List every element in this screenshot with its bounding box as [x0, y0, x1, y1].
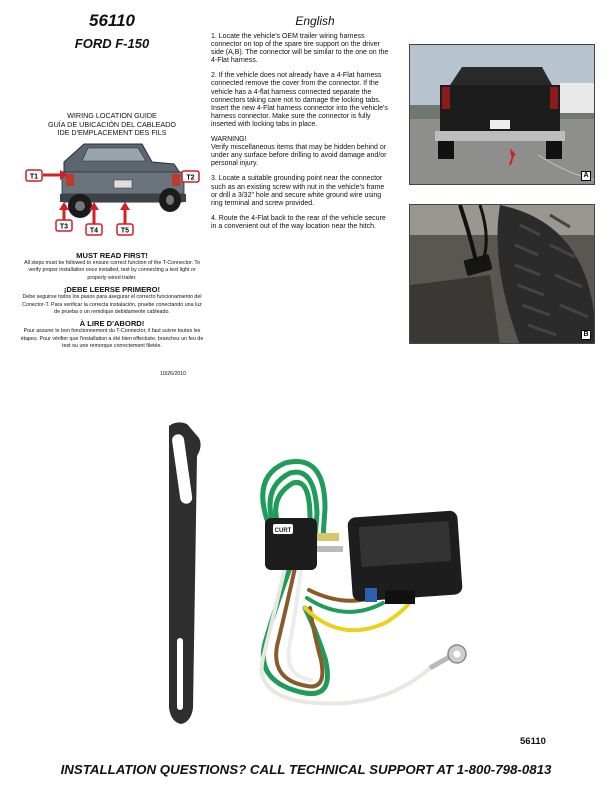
callout-t5	[117, 202, 133, 235]
svg-text:T3: T3	[59, 223, 69, 231]
svg-text:T4: T4	[89, 227, 99, 235]
truck-illustration	[24, 132, 202, 242]
product-code: 56110	[520, 736, 546, 747]
wiring-title-fr: IDE D'EMPLACEMENT DES FILS	[57, 128, 167, 138]
wiring-title-es: GUÍA DE UBICACIÓN DEL CABLEADO	[48, 119, 176, 129]
four-flat-connector	[265, 518, 343, 570]
svg-text:T5: T5	[120, 227, 130, 235]
document-date: 10/26/2010	[160, 371, 186, 377]
notice-block	[20, 248, 204, 351]
photo-b-connector-location	[409, 204, 595, 344]
step-2: 2. If the vehicle does not already have a 4-Flat harness connected remove the cover from the connector. If the vehicle has a 4-flat harness connected separate the connectors taking care not to damage the locking tabs. Insert the new 4-Flat harness connector into the vehicle's harness connector. Make sure the connector is fully inserted with locking tabs in place.	[211, 72, 388, 128]
technical-support-footer: INSTALLATION QUESTIONS? CALL TECHNICAL SUPPORT AT 1-800-798-0813	[60, 762, 552, 777]
vehicle-title: FORD F-150	[74, 36, 150, 51]
photo-a-label: A	[581, 171, 591, 181]
t-connector-product-image	[155, 418, 470, 738]
notice-text-fr: Pour assurer le bon fonctionnement du T-Connector, il faut suivre toutes les étapes. Pour vérifier que l'installation a été bien effectuée, branchez un feu de test ou une remorque correctement filetée.	[20, 328, 204, 350]
language-heading: English	[295, 14, 335, 28]
notice-text-en: All steps must be followed to ensure correct function of the T-Connector. To verify proper installation once installed, test by connecting a test light or properly wired trailer.	[24, 260, 200, 281]
warning-text: Verify miscellaneous items that may be hidden behind or under any surface before drilling to avoid damage and/or personal injury.	[211, 144, 387, 168]
part-number: 56110	[88, 11, 135, 30]
ring-terminal	[430, 645, 466, 668]
notice-heading-en: MUST READ FIRST!	[76, 251, 148, 260]
notice-heading-es: ¡DEBE LEERSE PRIMERO!	[63, 285, 161, 295]
mounting-bracket	[169, 422, 201, 724]
warning	[211, 136, 389, 168]
instruction-steps	[211, 33, 389, 238]
step-4: 4. Route the 4-Flat back to the rear of the vehicle secure in a convenient out of the way location near the hitch.	[211, 214, 386, 230]
callout-t2	[182, 171, 199, 182]
notice-text-es: Debe seguirse todos los pasos para asegurar el correcto funcionamiento del Conector-T. Para verificar la correcta instalación, pruebe conectando una luz de prueba o un remolque debidamente cableado.	[22, 294, 202, 316]
vehicle-side-connector	[347, 510, 463, 604]
svg-text:T2: T2	[186, 174, 195, 182]
warning-title: WARNING!	[211, 136, 247, 144]
svg-text:CURT: CURT	[274, 528, 292, 534]
photo-a-truck-rear	[409, 44, 595, 185]
notice-heading-fr: À LIRE D'ABORD!	[79, 319, 145, 329]
wiring-title-en: WIRING LOCATION GUIDE	[67, 111, 157, 120]
photo-b-label: B	[581, 330, 591, 340]
svg-text:T1: T1	[29, 173, 39, 181]
step-3: 3. Locate a suitable grounding point near the connector such as an existing screw with nut in the vehicle's frame or drill a 3/32" hole and secure white ground wire using ring terminal and screw provided.	[211, 175, 385, 207]
step-1: 1. Locate the vehicle's OEM trailer wiring harness connector on top of the spare tire support on the driver side (A,B). The connector will be similar to the one on the 4-Flat harness.	[211, 33, 389, 65]
